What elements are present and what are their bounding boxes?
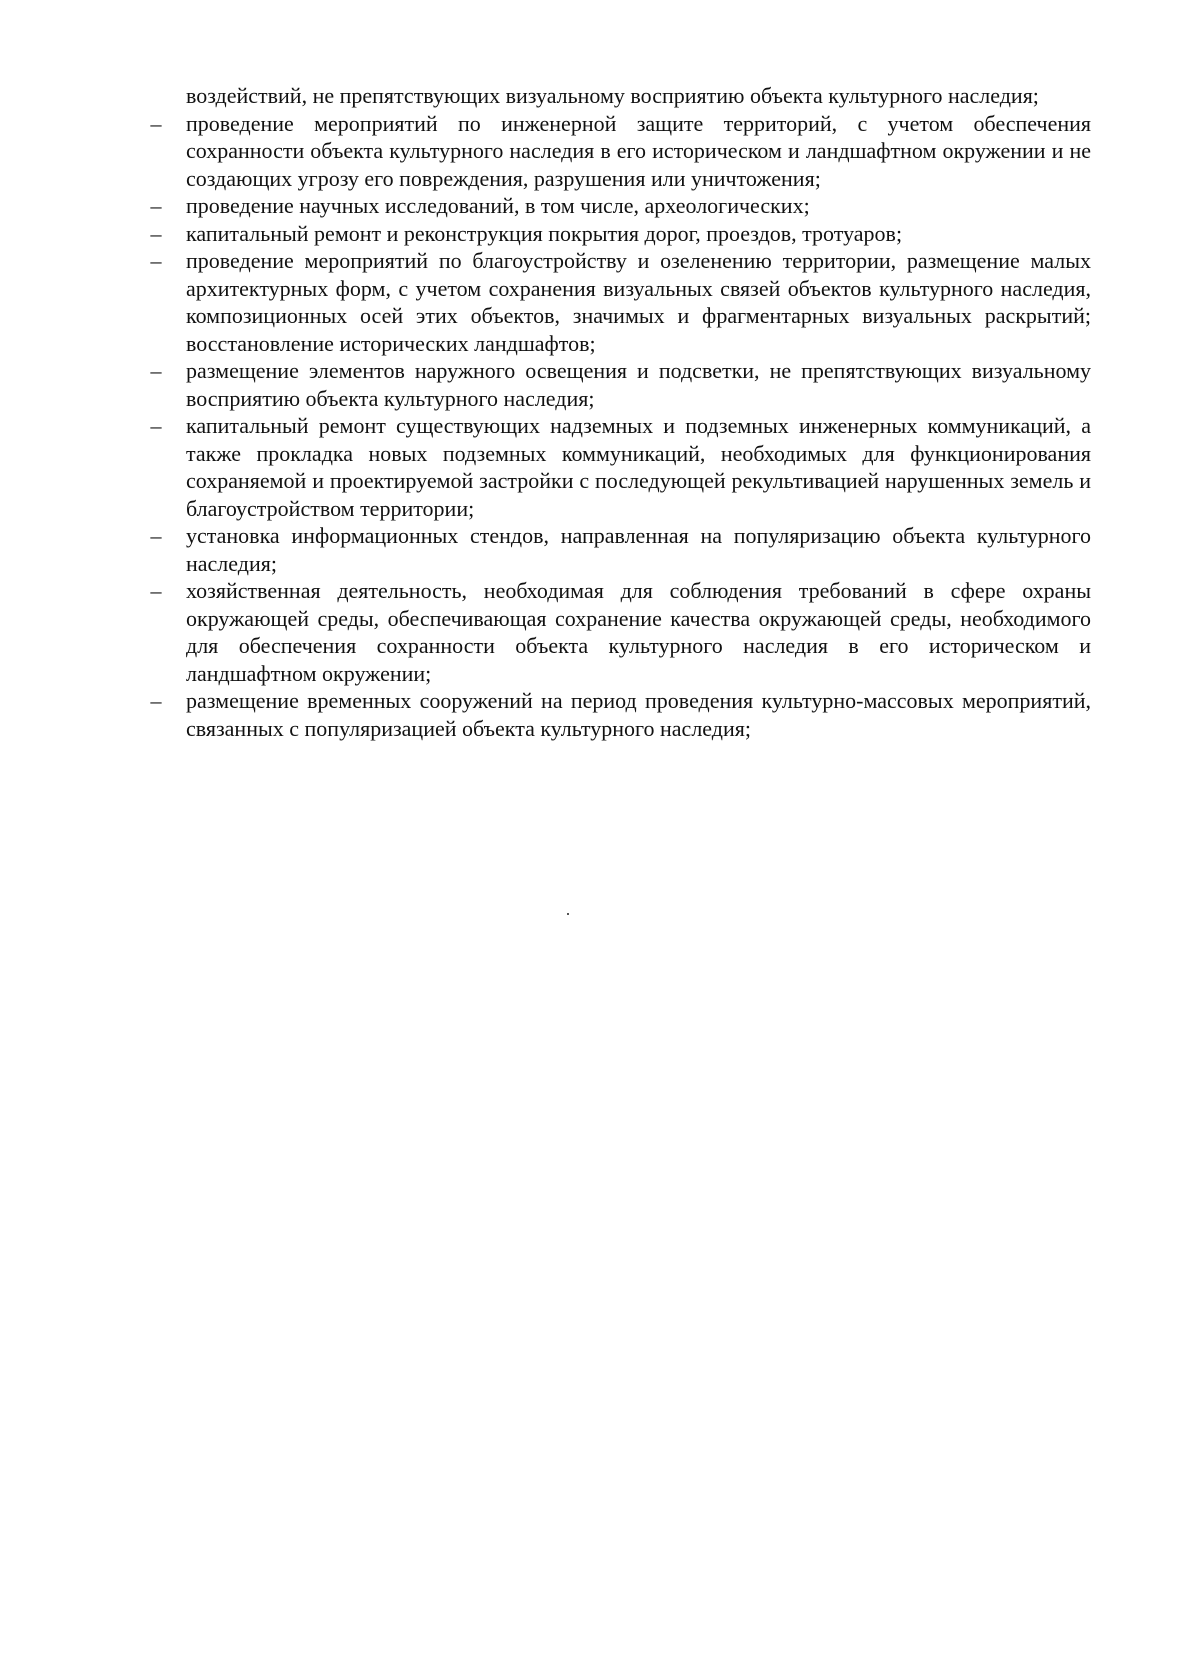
bullet-dash: – [150, 110, 162, 136]
list-item-text: установка информационных стендов, направленная на популяризацию объекта культурного наследия; [186, 523, 1091, 576]
bullet-dash: – [150, 248, 162, 273]
list-item-text: капитальный ремонт и реконструкция покрытия дорог, проездов, тротуаров; [186, 220, 903, 246]
scan-speck [567, 913, 569, 915]
list-item-text: проведение мероприятий по инженерной защите территорий, с учетом обеспечения сохранности объекта культурного наследия в его историческом и ландшафтном окружении и не создающих угрозу его повреждения, разрушения или уничтожения; [186, 110, 1091, 191]
bullet-dash: – [150, 220, 162, 246]
list-item [150, 522, 1091, 577]
list-item [150, 687, 1091, 742]
list-item [150, 110, 1091, 193]
list-item-text: хозяйственная деятельность, необходимая для соблюдения требований в сфере охраны окружающей среды, обеспечивающая сохранение качества окружающей среды, необходимого для обеспечения сохранности объекта культурного наследия в его историческом и ландшафтном окружении; [186, 578, 1091, 686]
list-item [150, 412, 1091, 522]
list-item-text: размещение элементов наружного освещения и подсветки, не препятствующих визуальному восприятию объекта культурного наследия; [186, 358, 1091, 411]
bullet-dash: – [150, 358, 162, 383]
bullet-dash: – [150, 578, 162, 603]
bullet-dash: – [150, 523, 162, 548]
list-item-text: проведение научных исследований, в том числе, археологических; [186, 193, 810, 218]
list-item [150, 577, 1091, 687]
bullet-dash: – [150, 688, 162, 713]
list-item [150, 357, 1091, 412]
list-item [150, 192, 1091, 220]
list-item [150, 247, 1091, 357]
list-item-text: капитальный ремонт существующих надземных и подземных инженерных коммуникаций, а также прокладка новых подземных коммуникаций, необходимых для функционирования сохраняемой и проектируемой застройки с последующей рекультивацией нарушенных земель и благоустройством территории; [186, 413, 1091, 521]
list-item-text: проведение мероприятий по благоустройству и озеленению территории, размещение малых архитектурных форм, с учетом сохранения визуальных связей объектов культурного наследия, композиционных осей этих объектов, значимых и фрагментарных визуальных раскрытий; восстановление исторических ландшафтов; [186, 248, 1091, 356]
intro-paragraph: воздействий, не препятствующих визуальному восприятию объекта культурного наследия; [186, 83, 1039, 108]
requirements-list [150, 110, 1091, 743]
list-item-text: размещение временных сооружений на период проведения культурно-массовых мероприятий, связанных с популяризацией объекта культурного наследия; [186, 688, 1091, 741]
bullet-dash: – [150, 413, 162, 438]
bullet-dash: – [150, 193, 162, 218]
list-item [150, 220, 1091, 248]
document-body [150, 82, 1091, 742]
